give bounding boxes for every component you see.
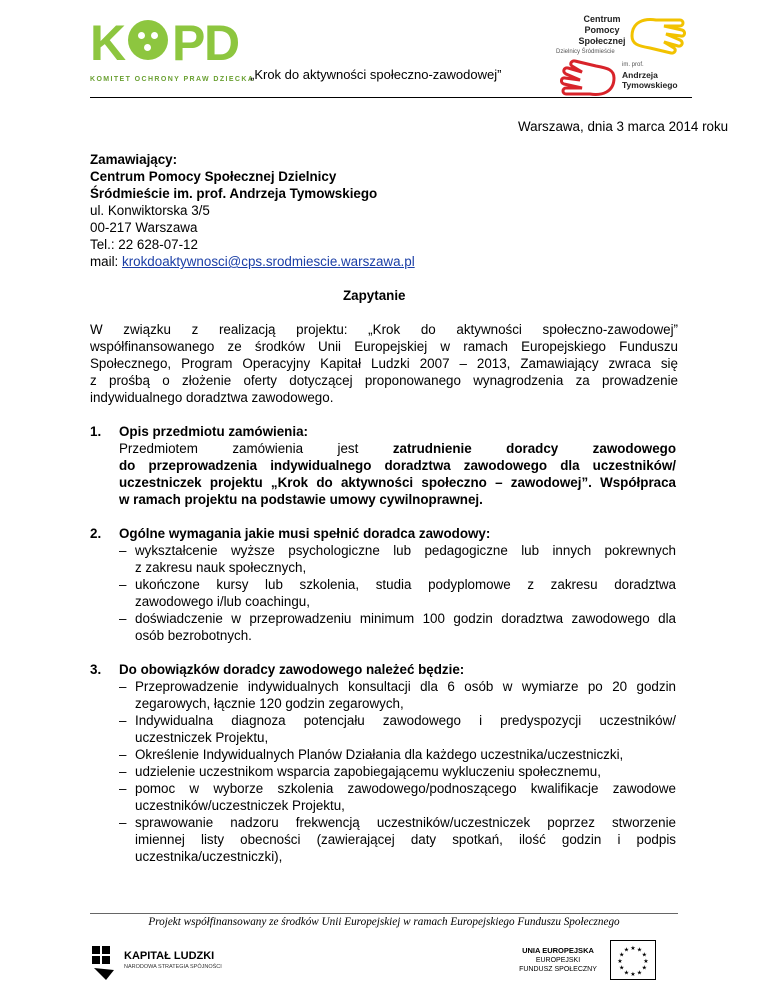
section-1-line: uczestniczek projektu „Krok do aktywności społeczno – zawodowej”. Współpraca	[119, 475, 676, 490]
eu-logo-line2: EUROPEJSKI	[535, 957, 581, 964]
header-divider	[90, 97, 692, 98]
cps-logo-name: Centrum Pomocy Społecznej	[578, 14, 626, 46]
intro-line: W związku z realizacją projektu: „Krok do aktywności społeczno-zawodowej”	[90, 322, 678, 337]
kopd-logo-wordmark: K P D	[90, 15, 241, 71]
eu-flag-icon	[610, 940, 656, 980]
date-line: Warszawa, dnia 3 marca 2014 roku	[518, 119, 729, 134]
section-2-number: 2.	[90, 526, 102, 541]
ordering-label: Zamawiający:	[90, 152, 178, 167]
kapital-ludzki-emblem-icon	[90, 942, 120, 982]
list-item: zegarowych, łącznie 120 godzin zegarowych,	[135, 696, 404, 711]
yellow-hand-icon	[628, 16, 686, 56]
intro-line: Społecznego, Program Operacyjny Kapitał Ludzki 2007 – 2013, Zamawiający zwraca się	[90, 356, 678, 371]
kapital-ludzki-subtitle: NARODOWA STRATEGIA SPÓJNOŚCI	[124, 964, 222, 970]
list-item: wykształcenie wyższe psychologiczne lub pedagogiczne lub innych pokrewnych	[135, 543, 676, 558]
eu-star-icon: ★	[641, 952, 647, 959]
list-item: uczestniczek Projektu,	[135, 730, 269, 745]
eu-star-icon: ★	[619, 952, 625, 959]
eu-star-icon: ★	[617, 959, 623, 965]
list-item: osób bezrobotnych.	[135, 628, 252, 643]
section-1-line: do przeprowadzenia indywidualnego doradztwa zawodowego dla uczestników/	[119, 458, 676, 473]
eu-logo-line3: FUNDUSZ SPOŁECZNY	[519, 966, 597, 973]
list-item: Przeprowadzenie indywidualnych konsultacji dla 6 osób w wymiarze po 20 godzin	[135, 679, 676, 694]
eu-star-icon: ★	[623, 947, 630, 954]
eu-star-icon: ★	[643, 959, 649, 965]
eu-logo-line1: UNIA EUROPEJSKA	[522, 946, 594, 955]
section-3-number: 3.	[90, 662, 102, 677]
mail-line: mail: krokdoaktywnosci@cps.srodmiescie.warszawa.pl	[90, 254, 415, 269]
address-city: 00-217 Warszawa	[90, 220, 198, 235]
section-3-title: Do obowiązków doradcy zawodowego należeć będzie:	[119, 662, 465, 677]
section-1-subject-line: Przedmiotem zamówienia jest zatrudnienie doradcy zawodowego	[119, 441, 676, 456]
list-item: doświadczenie w przeprowadzeniu minimum 100 godzin doradztwa zawodowego dla	[135, 611, 676, 626]
bullet-dash: –	[119, 713, 127, 728]
intro-line: współfinansowanego ze środków Unii Europejskiej w ramach Europejskiego Funduszu	[90, 339, 678, 354]
org-name-line1: Centrum Pomocy Społecznej Dzielnicy	[90, 169, 337, 184]
footer-text: Projekt współfinansowany ze środków Unii Europejskiej w ramach Europejskiego Funduszu Społecznego	[148, 916, 620, 928]
eu-star-icon: ★	[619, 965, 625, 972]
cps-logo-district: Dzielnicy Śródmieście	[556, 49, 615, 55]
bullet-dash: –	[119, 747, 127, 762]
kopd-logo-subtitle: KOMITET OCHRONY PRAW DZIECKA	[90, 76, 255, 83]
phone: Tel.: 22 628-07-12	[90, 237, 198, 252]
section-1-number: 1.	[90, 424, 102, 439]
eu-star-icon: ★	[641, 965, 647, 972]
list-item: imiennej listy obecności (zawierającej daty spotkań, ilość godzin i podpis	[135, 832, 676, 847]
list-item: Indywidualna diagnoza potencjału zawodowego i predyspozycji uczestników/	[135, 713, 676, 728]
bullet-dash: –	[119, 577, 127, 592]
cps-logo-patron: Andrzeja Tymowskiego	[622, 70, 678, 90]
kopd-face-icon	[128, 20, 168, 60]
eu-star-icon: ★	[636, 947, 643, 954]
eu-star-icon: ★	[630, 946, 636, 952]
list-item: ukończone kursy lub szkolenia, studia podyplomowe z zakresu doradztwa	[135, 577, 676, 592]
bullet-dash: –	[119, 764, 127, 779]
eu-star-icon: ★	[623, 970, 630, 977]
section-1-title: Opis przedmiotu zamówienia:	[119, 424, 308, 439]
footer-divider	[90, 913, 678, 914]
list-item: pomoc w wyborze szkolenia zawodowego/podnoszącego kwalifikacje zawodowe	[135, 781, 676, 796]
list-item: z zakresu nauk społecznych,	[135, 560, 307, 575]
list-item: udzielenie uczestnikom wsparcia zapobiegającemu wykluczeniu społecznemu,	[135, 764, 601, 779]
list-item: sprawowanie nadzoru frekwencją uczestników/uczestniczek poprzez stworzenie	[135, 815, 676, 830]
org-name-line2: Śródmieście im. prof. Andrzeja Tymowskiego	[90, 186, 378, 201]
red-hand-icon	[560, 58, 618, 98]
project-title: „Krok do aktywności społeczno-zawodowej”	[250, 67, 502, 82]
cps-logo-patron-prefix: im. prof.	[622, 62, 644, 68]
cps-logo	[548, 14, 688, 98]
section-1-line: w ramach projektu na podstawie umowy cywilnoprawnej.	[119, 492, 483, 507]
kapital-ludzki-title: KAPITAŁ LUDZKI	[124, 950, 215, 962]
mail-link[interactable]: krokdoaktywnosci@cps.srodmiescie.warszawa.pl	[122, 254, 415, 269]
list-item: uczestnika/uczestniczki),	[135, 849, 283, 864]
bullet-dash: –	[119, 679, 127, 694]
bullet-dash: –	[119, 543, 127, 558]
list-item: uczestników/uczestniczek Projektu,	[135, 798, 345, 813]
bullet-dash: –	[119, 781, 127, 796]
heading-zapytanie: Zapytanie	[343, 288, 406, 303]
list-item: zawodowego i/lub coachingu,	[135, 594, 310, 609]
address-street: ul. Konwiktorska 3/5	[90, 203, 210, 218]
section-2-title: Ogólne wymagania jakie musi spełnić doradca zawodowy:	[119, 526, 491, 541]
list-item: Określenie Indywidualnych Planów Działania dla każdego uczestnika/uczestniczki,	[135, 747, 624, 762]
eu-star-icon: ★	[636, 970, 643, 977]
eu-logo	[510, 940, 660, 986]
eu-star-icon: ★	[630, 972, 636, 978]
kopd-logo	[88, 14, 255, 94]
bullet-dash: –	[119, 611, 127, 626]
kapital-ludzki-logo	[90, 942, 240, 982]
bullet-dash: –	[119, 815, 127, 830]
intro-line: z prośbą o złożenie oferty dotyczącej proponowanego wynagrodzenia za prowadzenie	[90, 373, 678, 388]
intro-line: indywidualnego doradztwa zawodowego.	[90, 390, 334, 405]
